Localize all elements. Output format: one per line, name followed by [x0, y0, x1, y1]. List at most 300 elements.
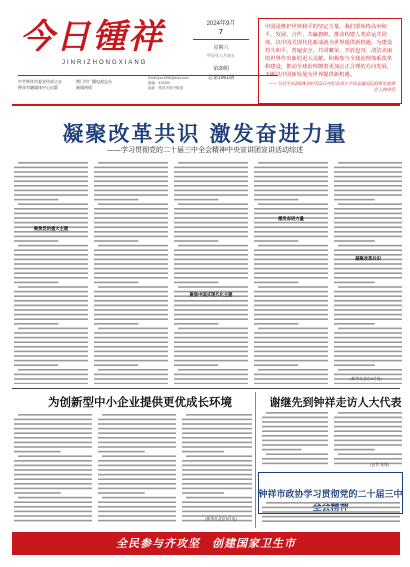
text-texture [98, 412, 176, 524]
text-line [334, 383, 402, 384]
text-line [258, 369, 328, 371]
left-story-byline: (新华社北京9月电) [205, 516, 237, 521]
text-line [94, 217, 168, 219]
text-line [182, 419, 252, 421]
text-line [94, 222, 168, 224]
quote-box [258, 18, 402, 104]
text-line [174, 378, 248, 380]
text-line [14, 236, 88, 238]
text-line [14, 282, 58, 284]
text-line [186, 497, 252, 499]
text-line [182, 437, 252, 439]
text-line [94, 378, 168, 380]
text-line [178, 162, 248, 164]
section-subhead: 聚焦党的重大主题 [33, 227, 69, 232]
text-line [254, 364, 298, 366]
text-line [254, 305, 328, 307]
text-line [254, 208, 328, 210]
text-line [94, 355, 168, 357]
text-line [94, 180, 168, 182]
text-line [334, 360, 402, 362]
text-line [174, 360, 248, 362]
text-line [98, 469, 176, 471]
text-line [254, 254, 328, 256]
text-line [14, 492, 61, 494]
text-line [334, 444, 402, 446]
text-line [94, 268, 168, 270]
text-line [334, 272, 402, 274]
text-line [94, 213, 168, 215]
text-line [254, 194, 328, 196]
text-line [14, 208, 88, 210]
text-line [182, 474, 252, 476]
text-line [98, 474, 176, 476]
text-line [262, 440, 328, 442]
text-line [174, 277, 248, 279]
text-line [94, 254, 168, 256]
text-line [334, 263, 402, 265]
text-line [334, 346, 402, 348]
text-line [18, 162, 88, 164]
text-line [174, 199, 218, 201]
text-line [98, 432, 176, 434]
text-line [94, 282, 138, 284]
issue-number: 第30期 [213, 66, 229, 72]
text-line [98, 483, 176, 485]
text-line [14, 272, 88, 274]
text-line [254, 323, 298, 325]
text-line [98, 492, 145, 494]
text-line [94, 374, 168, 376]
text-line [14, 460, 92, 462]
text-line [174, 355, 248, 357]
text-line [254, 355, 328, 357]
text-line [14, 337, 88, 339]
text-line [14, 383, 88, 384]
text-line [334, 222, 402, 224]
text-line [254, 360, 328, 362]
text-line [98, 162, 168, 164]
text-line [254, 291, 328, 293]
text-line [18, 369, 88, 371]
text-line [182, 446, 252, 448]
text-line [262, 463, 328, 465]
text-line [334, 309, 402, 311]
text-line [334, 435, 402, 437]
text-line [254, 314, 328, 316]
text-line [98, 328, 168, 330]
story-column [14, 412, 92, 524]
text-line [334, 199, 375, 201]
text-line [18, 245, 88, 247]
main-byline: (新华社北京9月电) [350, 376, 382, 381]
text-line [174, 314, 248, 316]
text-line [334, 171, 402, 173]
banner-slogan: 全民参与齐攻坚 创建国家卫生市 [116, 537, 296, 550]
text-line [334, 364, 375, 366]
text-line [182, 460, 252, 462]
text-line [258, 203, 328, 205]
text-line [174, 323, 218, 325]
text-line [102, 497, 176, 499]
story-column [14, 160, 88, 384]
text-line [174, 240, 218, 242]
text-line [174, 341, 248, 343]
text-line [254, 268, 328, 270]
text-line [262, 520, 400, 522]
text-line [98, 437, 176, 439]
text-line [14, 446, 92, 448]
text-line [174, 194, 248, 196]
text-line [334, 421, 402, 423]
text-line [174, 176, 248, 178]
text-line [14, 511, 92, 513]
text-line [254, 190, 328, 192]
text-line [182, 501, 252, 503]
text-line [254, 346, 328, 348]
text-line [94, 190, 168, 192]
text-line [174, 180, 248, 182]
text-line [174, 222, 248, 224]
text-line [334, 185, 402, 187]
text-line [14, 277, 88, 279]
story-column [262, 500, 400, 526]
text-line [94, 185, 168, 187]
issue-weekday: 星期六 [213, 45, 229, 51]
text-line [98, 465, 176, 467]
text-line [262, 516, 400, 518]
text-line [334, 305, 402, 307]
text-line [14, 428, 92, 430]
text-line [14, 171, 88, 173]
text-line [14, 194, 88, 196]
text-line [334, 277, 402, 279]
text-line [174, 272, 248, 274]
text-line [334, 341, 402, 343]
sponsor-extra: 新闻热线 [76, 85, 92, 90]
text-line [174, 231, 248, 233]
text-line [14, 185, 88, 187]
text-line [94, 240, 138, 242]
text-line [18, 455, 92, 457]
text-texture [262, 410, 328, 468]
text-line [94, 194, 168, 196]
text-line [14, 469, 92, 471]
text-line [14, 295, 88, 297]
text-line [174, 318, 248, 320]
text-line [266, 502, 400, 504]
text-line [94, 277, 168, 279]
right-story-headline-2: 钟祥市政协学习贯彻党的二十届三中 [258, 490, 403, 500]
text-line [334, 282, 375, 284]
text-line [14, 300, 88, 302]
text-line [254, 249, 328, 251]
text-line [334, 355, 402, 357]
logo-pinyin: JINRIZHONGXIANG [62, 60, 148, 66]
text-line [94, 295, 168, 297]
section-divider [12, 388, 400, 389]
story-column [98, 412, 176, 524]
text-line [94, 249, 168, 251]
text-line [94, 176, 168, 178]
text-line [14, 268, 88, 270]
text-line [334, 300, 402, 302]
issue-date: 2024年9月 [206, 21, 236, 27]
text-line [98, 515, 176, 517]
text-line [94, 364, 138, 366]
text-line [254, 180, 328, 182]
text-line [94, 341, 168, 343]
text-line [334, 167, 402, 169]
text-line [102, 414, 176, 416]
text-line [254, 272, 328, 274]
text-line [14, 263, 88, 265]
text-line [94, 263, 168, 265]
text-line [338, 203, 402, 205]
story-column [254, 160, 328, 384]
text-line [174, 346, 248, 348]
text-line [94, 300, 168, 302]
text-line [254, 199, 298, 201]
text-line [174, 364, 218, 366]
newspaper-logo: 今日锺祥 [20, 17, 164, 57]
text-line [94, 337, 168, 339]
text-line [178, 286, 248, 288]
text-line [334, 249, 402, 251]
section-subhead: 激发奋进力量 [278, 217, 304, 222]
text-line [258, 162, 328, 164]
text-texture [14, 412, 92, 524]
text-line [182, 478, 252, 480]
text-line [94, 291, 168, 293]
contact-block [148, 76, 248, 91]
text-line [254, 171, 328, 173]
text-line [14, 254, 88, 256]
text-line [334, 213, 402, 215]
text-line [94, 305, 168, 307]
text-line [178, 203, 248, 205]
text-line [182, 506, 252, 508]
text-line [338, 453, 402, 455]
text-line [98, 520, 176, 522]
text-line [14, 515, 92, 517]
text-line [98, 423, 176, 425]
text-line [14, 249, 88, 251]
text-line [174, 190, 248, 192]
text-line [334, 176, 402, 178]
section-subhead: 聚焦中国式现代化主题 [189, 293, 233, 298]
text-line [14, 346, 88, 348]
contact-line: Email:jrzx1996@sina.com [148, 76, 189, 80]
text-line [14, 291, 88, 293]
text-line [174, 374, 248, 376]
text-line [174, 185, 248, 187]
text-line [338, 369, 402, 371]
text-line [334, 190, 402, 192]
text-line [14, 474, 92, 476]
text-line [182, 488, 252, 490]
text-line [98, 511, 176, 513]
text-line [182, 442, 252, 444]
text-line [94, 272, 168, 274]
text-line [254, 236, 328, 238]
text-texture [174, 160, 248, 384]
text-line [94, 208, 168, 210]
text-line [98, 245, 168, 247]
text-line [14, 190, 88, 192]
text-line [254, 300, 328, 302]
text-line [254, 167, 328, 169]
text-line [174, 249, 248, 251]
text-line [334, 449, 375, 451]
text-line [254, 263, 328, 265]
text-line [14, 341, 88, 343]
text-line [18, 497, 92, 499]
text-line [14, 432, 92, 434]
text-line [14, 360, 88, 362]
text-line [338, 328, 402, 330]
text-line [18, 286, 88, 288]
text-line [338, 162, 402, 164]
masthead [0, 6, 410, 96]
text-line [94, 259, 168, 261]
text-line [14, 520, 92, 522]
text-line [174, 236, 248, 238]
contact-line: 地址：钟祥市郢中街道 [148, 86, 183, 90]
main-subhead: ——学习贯彻党的二十届三中全会精神中央宣讲团宣讲活动综述 [107, 146, 303, 154]
text-line [174, 337, 248, 339]
text-line [14, 332, 88, 334]
text-texture [262, 500, 400, 526]
issue-day: 7 [219, 29, 223, 36]
text-line [14, 176, 88, 178]
text-line [258, 286, 328, 288]
text-line [178, 328, 248, 330]
info-divider [193, 39, 249, 40]
text-line [98, 446, 176, 448]
text-line [94, 167, 168, 169]
text-line [182, 432, 252, 434]
text-line [254, 176, 328, 178]
text-line [182, 511, 252, 513]
text-line [14, 437, 92, 439]
text-line [14, 478, 92, 480]
text-line [14, 442, 92, 444]
text-line [94, 360, 168, 362]
quote-text: 中国是维护世界和平的坚定力量，我们要始终高举和平、发展、合作、共赢旗帜，推动构建人类命运共同体，以中国式现代化新成就为世界提供新机遇，为建设持久和平、普遍安全、共同繁荣、开放包容、清洁美丽的世界作出新的更大贡献，积极参与全球治理体系改革和建设，推动全球治理朝着更加公正合理的方向发展，不断以中国新发展为世界提供新机遇。 [265, 24, 393, 78]
text-line [14, 465, 92, 467]
text-line [254, 309, 328, 311]
text-line [262, 435, 328, 437]
text-line [334, 337, 402, 339]
text-texture [94, 160, 168, 384]
text-line [174, 309, 248, 311]
text-line [98, 451, 145, 453]
text-line [94, 314, 168, 316]
text-line [14, 199, 58, 201]
text-line [94, 171, 168, 173]
text-line [174, 259, 248, 261]
text-line [334, 351, 402, 353]
text-line [334, 318, 402, 320]
text-line [182, 469, 252, 471]
text-line [182, 451, 224, 453]
right-story-byline: (记者 张悦) [370, 462, 390, 467]
story-column [182, 412, 252, 524]
text-line [18, 328, 88, 330]
sponsor-line: 钟祥市融媒体中心出版 [18, 85, 58, 90]
text-line [334, 268, 402, 270]
text-line [94, 318, 168, 320]
text-line [98, 428, 176, 430]
text-line [98, 369, 168, 371]
text-line [266, 412, 328, 414]
text-line [334, 217, 402, 219]
text-line [182, 492, 224, 494]
text-line [262, 458, 328, 460]
sponsor-line: 荆门市广播电视总台 [76, 79, 112, 84]
issue-info [193, 18, 249, 81]
text-line [182, 483, 252, 485]
text-line [254, 259, 328, 261]
text-line [14, 374, 88, 376]
text-line [182, 465, 252, 467]
contact-line: 邮编：431900 [148, 81, 171, 85]
text-line [186, 455, 252, 457]
text-line [254, 351, 328, 353]
text-line [14, 488, 92, 490]
quote-source: ——习近平在2024年9月22日在纪念邓小平同志诞辰120周年座谈会上的讲话 [268, 82, 395, 93]
text-line [334, 323, 375, 325]
text-line [254, 231, 328, 233]
text-line [254, 378, 328, 380]
text-line [98, 419, 176, 421]
text-line [334, 440, 402, 442]
text-line [254, 226, 328, 228]
text-line [174, 171, 248, 173]
text-line [334, 226, 402, 228]
text-line [98, 203, 168, 205]
text-line [334, 430, 402, 432]
main-headline: 凝聚改革共识 激发奋进力量 [62, 122, 348, 146]
text-line [334, 463, 402, 465]
text-line [94, 323, 138, 325]
right-story-headline: 谢继先到钟祥走访人大代表 [269, 396, 402, 409]
text-line [174, 282, 218, 284]
text-line [254, 341, 328, 343]
text-line [14, 309, 88, 311]
text-line [174, 268, 248, 270]
text-line [14, 378, 88, 380]
text-line [334, 417, 402, 419]
text-line [94, 231, 168, 233]
text-line [254, 240, 298, 242]
text-line [182, 423, 252, 425]
text-line [14, 423, 92, 425]
text-line [98, 478, 176, 480]
text-line [254, 295, 328, 297]
text-line [262, 507, 400, 509]
text-line [262, 421, 328, 423]
text-line [98, 488, 176, 490]
column-divider [255, 392, 256, 528]
text-line [98, 506, 176, 508]
text-line [14, 240, 58, 242]
text-line [174, 213, 248, 215]
text-line [258, 328, 328, 330]
text-line [254, 332, 328, 334]
text-line [334, 295, 402, 297]
